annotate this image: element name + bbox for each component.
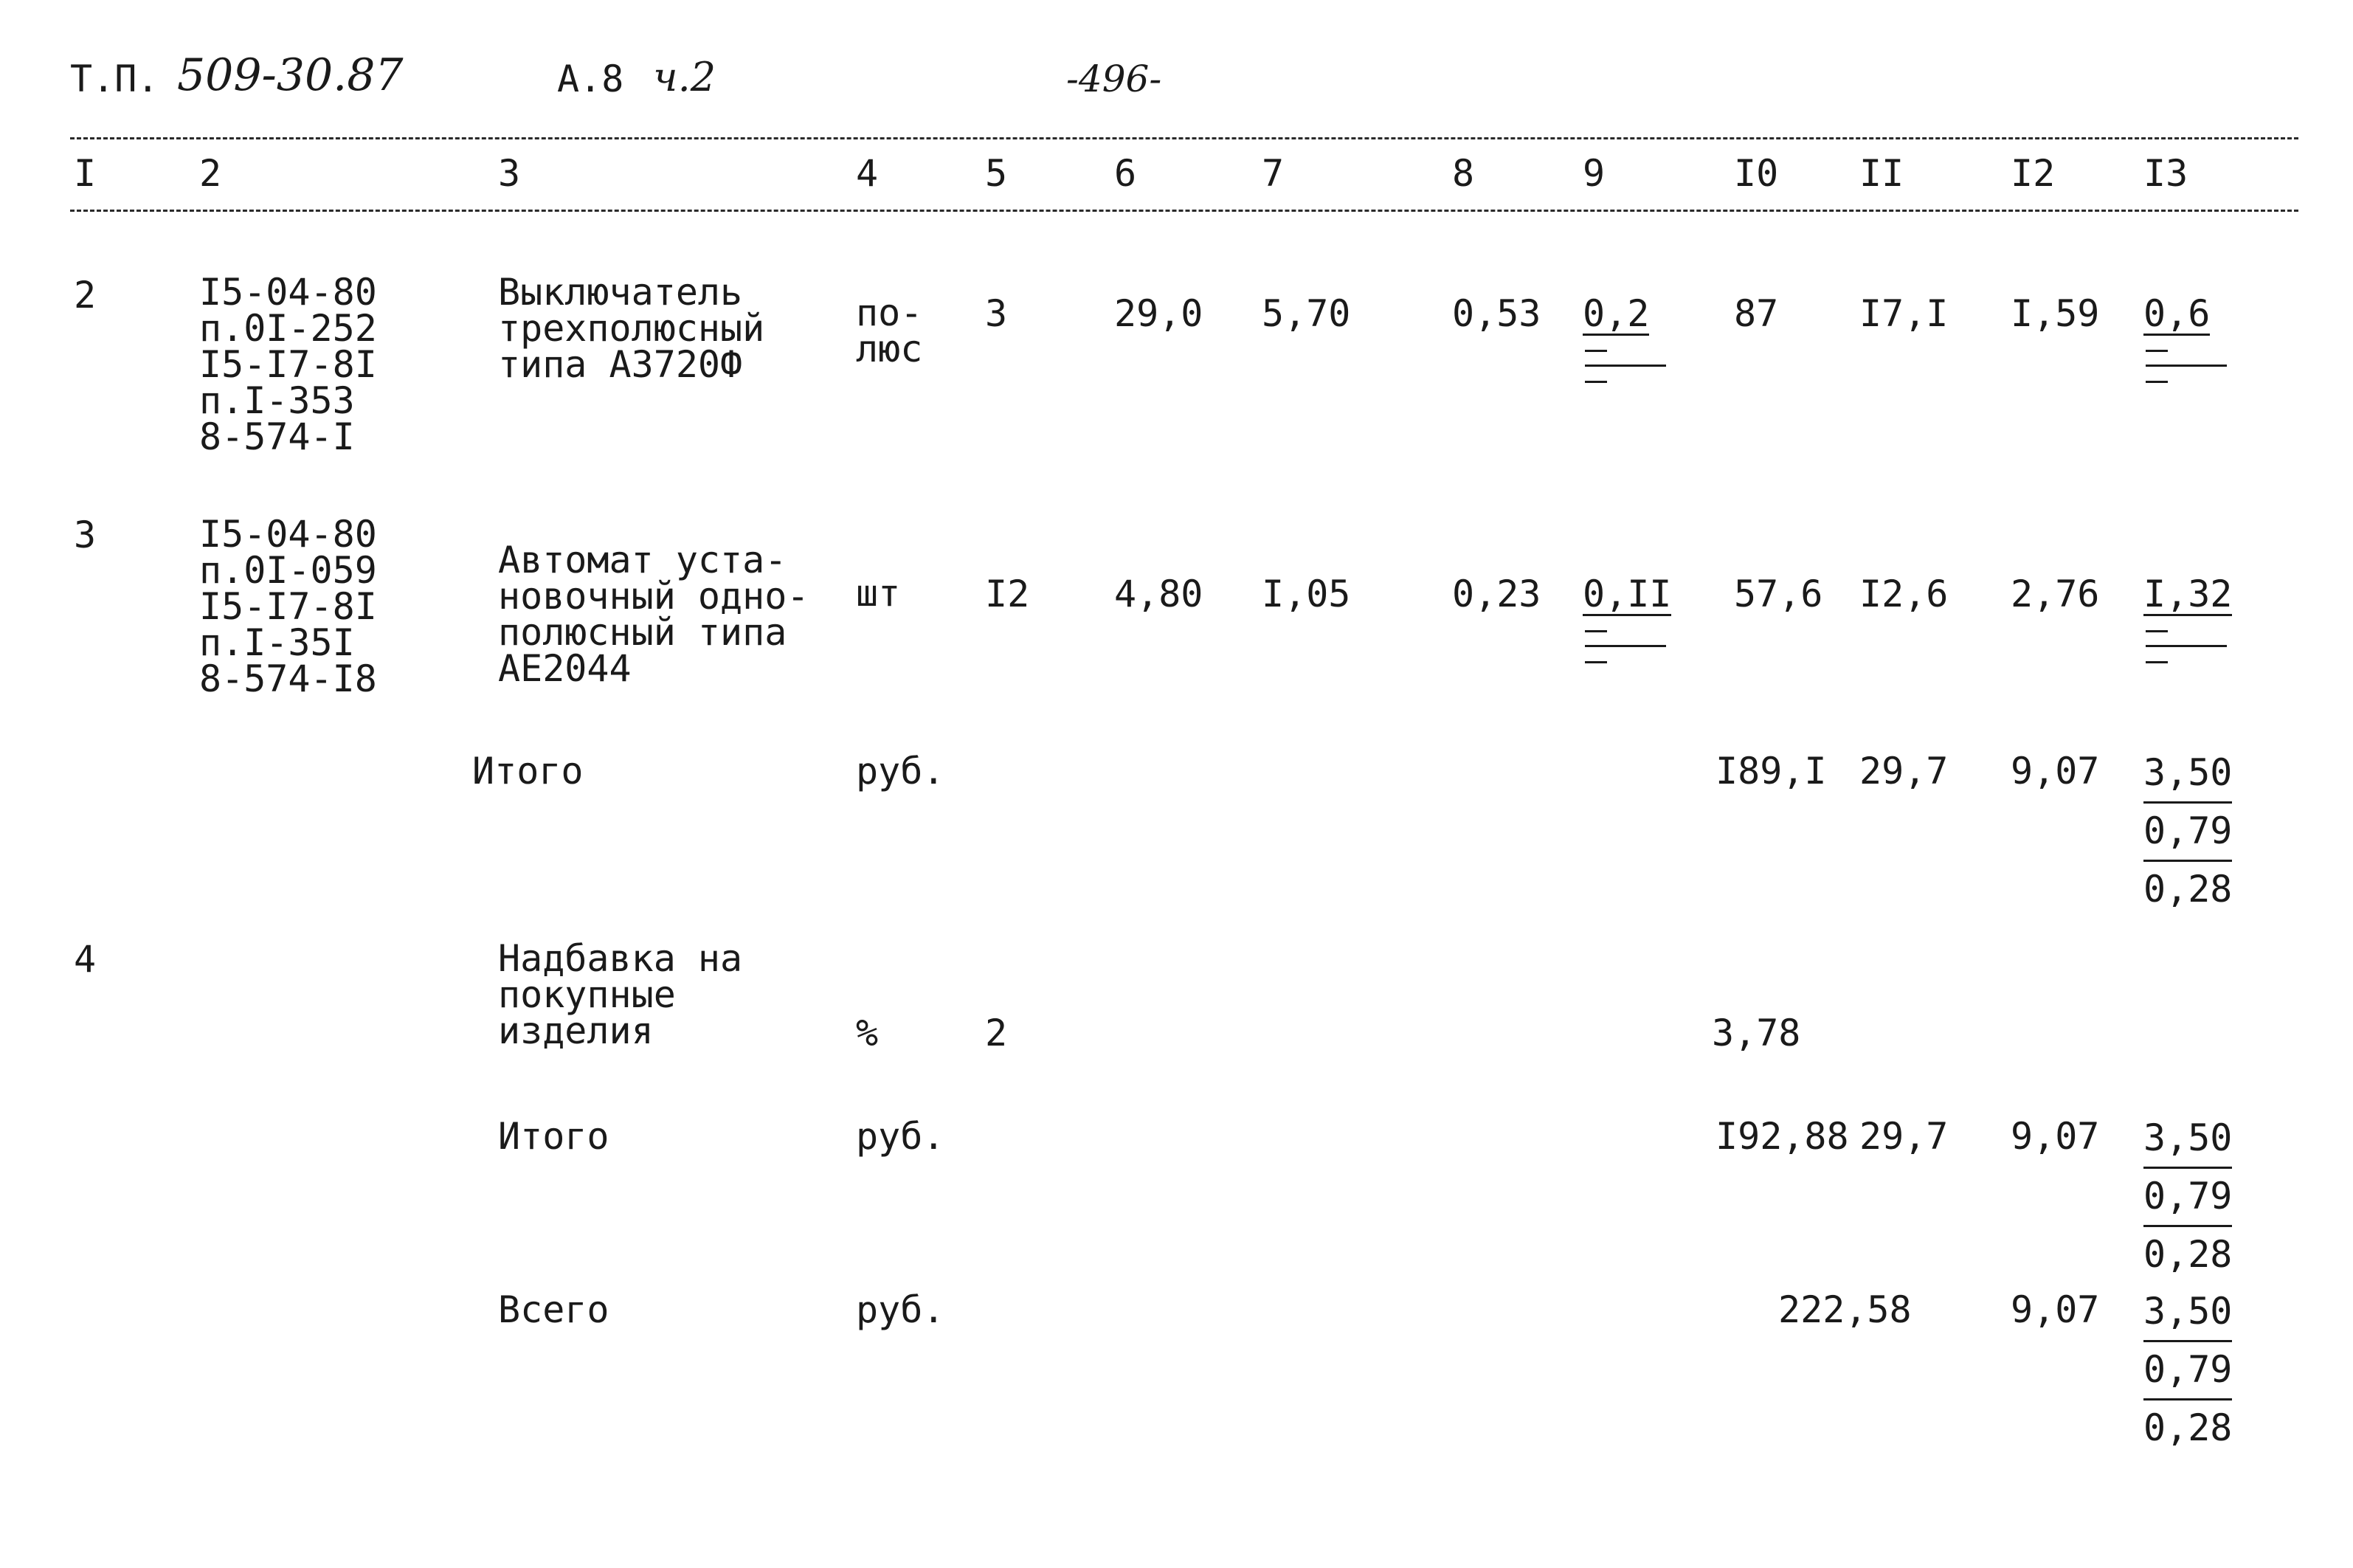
cell-col12: I,59 xyxy=(2011,292,2100,335)
item-name-line: Надбавка на xyxy=(498,937,743,980)
cell-col13: I,32 xyxy=(2143,573,2233,615)
fraction-value: 3,50 xyxy=(2143,745,2232,804)
fraction-stack xyxy=(2143,1284,2232,1455)
column-header: I3 xyxy=(2143,152,2188,195)
rate-code-line: I5-04-80 xyxy=(199,513,377,556)
item-name-block xyxy=(498,271,765,386)
rate-code-line: п.I-35I xyxy=(199,621,355,664)
item-name-line: типа А3720Ф xyxy=(498,343,743,386)
item-name-line: полюсный типа xyxy=(498,611,787,654)
column-header: II xyxy=(1859,152,1904,195)
header-bottom-rule xyxy=(70,210,2298,212)
subtotal-label: Итого xyxy=(472,750,584,792)
column-header: I2 xyxy=(2011,152,2056,195)
column-header: I xyxy=(74,152,97,195)
fraction-stack xyxy=(2143,745,2232,916)
column-header: 9 xyxy=(1583,152,1606,195)
column-header: I0 xyxy=(1734,152,1779,195)
column-header: 6 xyxy=(1114,152,1137,195)
unit-cell: % xyxy=(856,1012,879,1054)
column-header: 3 xyxy=(498,152,521,195)
cell-col8: 0,23 xyxy=(1452,573,1541,615)
rate-code-line: п.0I-252 xyxy=(199,307,377,350)
cell-col10: 57,6 xyxy=(1734,573,1823,615)
rate-code-line: 8-574-I xyxy=(199,415,355,458)
cell-col12: 9,07 xyxy=(2011,750,2100,792)
dash-mark xyxy=(1585,645,1666,647)
dash-mark xyxy=(2146,350,2168,352)
dash-mark xyxy=(1585,661,1607,663)
rate-code-line: 8-574-I8 xyxy=(199,657,377,700)
cell-col10: 3,78 xyxy=(1712,1012,1801,1054)
unit-line: по- xyxy=(856,291,923,334)
doc-sheet: ч.2 xyxy=(653,54,716,100)
column-header: 5 xyxy=(985,152,1008,195)
cell-col11: 29,7 xyxy=(1859,750,1949,792)
cell-col11: 29,7 xyxy=(1859,1115,1949,1158)
fraction-value: 3,50 xyxy=(2143,1284,2232,1342)
row-number: 2 xyxy=(74,274,97,317)
fraction-value: 0,28 xyxy=(2143,1233,2233,1276)
dash-mark xyxy=(1585,381,1607,383)
column-header: 7 xyxy=(1262,152,1285,195)
doc-number: 509-30.87 xyxy=(177,49,404,101)
item-name-block xyxy=(498,539,809,690)
dash-mark xyxy=(2146,630,2168,632)
rate-code-line: I5-04-80 xyxy=(199,271,377,314)
subtotal-label: Итого xyxy=(498,1115,609,1158)
page-number: -496- xyxy=(1066,58,1162,100)
cell-col12: 9,07 xyxy=(2011,1115,2100,1158)
unit-line: люс xyxy=(856,328,923,370)
cell-col10: 87 xyxy=(1734,292,1779,335)
rate-code-block xyxy=(199,513,377,700)
cell-col10: I89,I xyxy=(1715,750,1827,792)
subtotal-unit: руб. xyxy=(856,1115,945,1158)
cell-col6: 4,80 xyxy=(1114,573,1203,615)
dash-mark xyxy=(2146,645,2227,647)
rate-code-block xyxy=(199,271,377,458)
fraction-value: 0,28 xyxy=(2143,868,2233,911)
rate-code-line: п.0I-059 xyxy=(199,549,377,592)
dash-mark xyxy=(1585,630,1607,632)
cell-col10: I92,88 xyxy=(1715,1115,1849,1158)
cell-col11: I7,I xyxy=(1859,292,1949,335)
item-name-line: покупные xyxy=(498,973,676,1016)
fraction-value: 0,79 xyxy=(2143,804,2232,862)
quantity-cell: I2 xyxy=(985,573,1030,615)
quantity-cell: 2 xyxy=(985,1012,1008,1054)
cell-col13: 0,6 xyxy=(2143,292,2211,335)
fraction-value: 3,50 xyxy=(2143,1111,2232,1169)
rate-code-line: I5-I7-8I xyxy=(199,343,377,386)
item-name-line: новочный одно- xyxy=(498,575,809,618)
header-top-rule xyxy=(70,137,2298,139)
unit-block xyxy=(856,572,901,615)
rate-code-line: I5-I7-8I xyxy=(199,585,377,628)
dash-mark xyxy=(2146,381,2168,383)
dash-mark xyxy=(1585,365,1666,367)
unit-block xyxy=(856,291,923,370)
doc-section: А.8 xyxy=(557,58,624,100)
doc-prefix: Т.П. xyxy=(70,58,159,100)
fraction-value: 0,79 xyxy=(2143,1169,2232,1227)
rate-code-line: п.I-353 xyxy=(199,379,355,422)
item-name-line: Автомат уста- xyxy=(498,539,787,581)
row-number: 4 xyxy=(74,938,97,981)
cell-col8: 0,53 xyxy=(1452,292,1541,335)
item-name-block xyxy=(498,937,743,1052)
cell-col10-11: 222,58 xyxy=(1778,1288,1912,1331)
column-header: 2 xyxy=(199,152,222,195)
item-name-line: изделия xyxy=(498,1009,654,1052)
cell-col6: 29,0 xyxy=(1114,292,1203,335)
item-name-line: Выключатель xyxy=(498,271,743,314)
cell-col12: 2,76 xyxy=(2011,573,2100,615)
quantity-cell: 3 xyxy=(985,292,1008,335)
column-header: 4 xyxy=(856,152,879,195)
fraction-value: 0,28 xyxy=(2143,1406,2233,1449)
cell-col9: 0,2 xyxy=(1583,292,1650,335)
cell-col11: I2,6 xyxy=(1859,573,1949,615)
item-name-line: трехполюсный xyxy=(498,307,765,350)
dash-mark xyxy=(2146,365,2227,367)
cell-col7: 5,70 xyxy=(1262,292,1351,335)
cell-col9: 0,II xyxy=(1583,573,1672,615)
dash-mark xyxy=(1585,350,1607,352)
column-header: 8 xyxy=(1452,152,1475,195)
cell-col12: 9,07 xyxy=(2011,1288,2100,1331)
row-number: 3 xyxy=(74,514,97,556)
dash-mark xyxy=(2146,661,2168,663)
cell-col7: I,05 xyxy=(1262,573,1351,615)
unit-line: шт xyxy=(856,572,901,615)
fraction-stack xyxy=(2143,1111,2232,1282)
grand-total-unit: руб. xyxy=(856,1288,945,1331)
grand-total-label: Всего xyxy=(498,1288,609,1331)
fraction-value: 0,79 xyxy=(2143,1342,2232,1401)
subtotal-unit: руб. xyxy=(856,750,945,792)
item-name-line: АЕ2044 xyxy=(498,647,632,690)
